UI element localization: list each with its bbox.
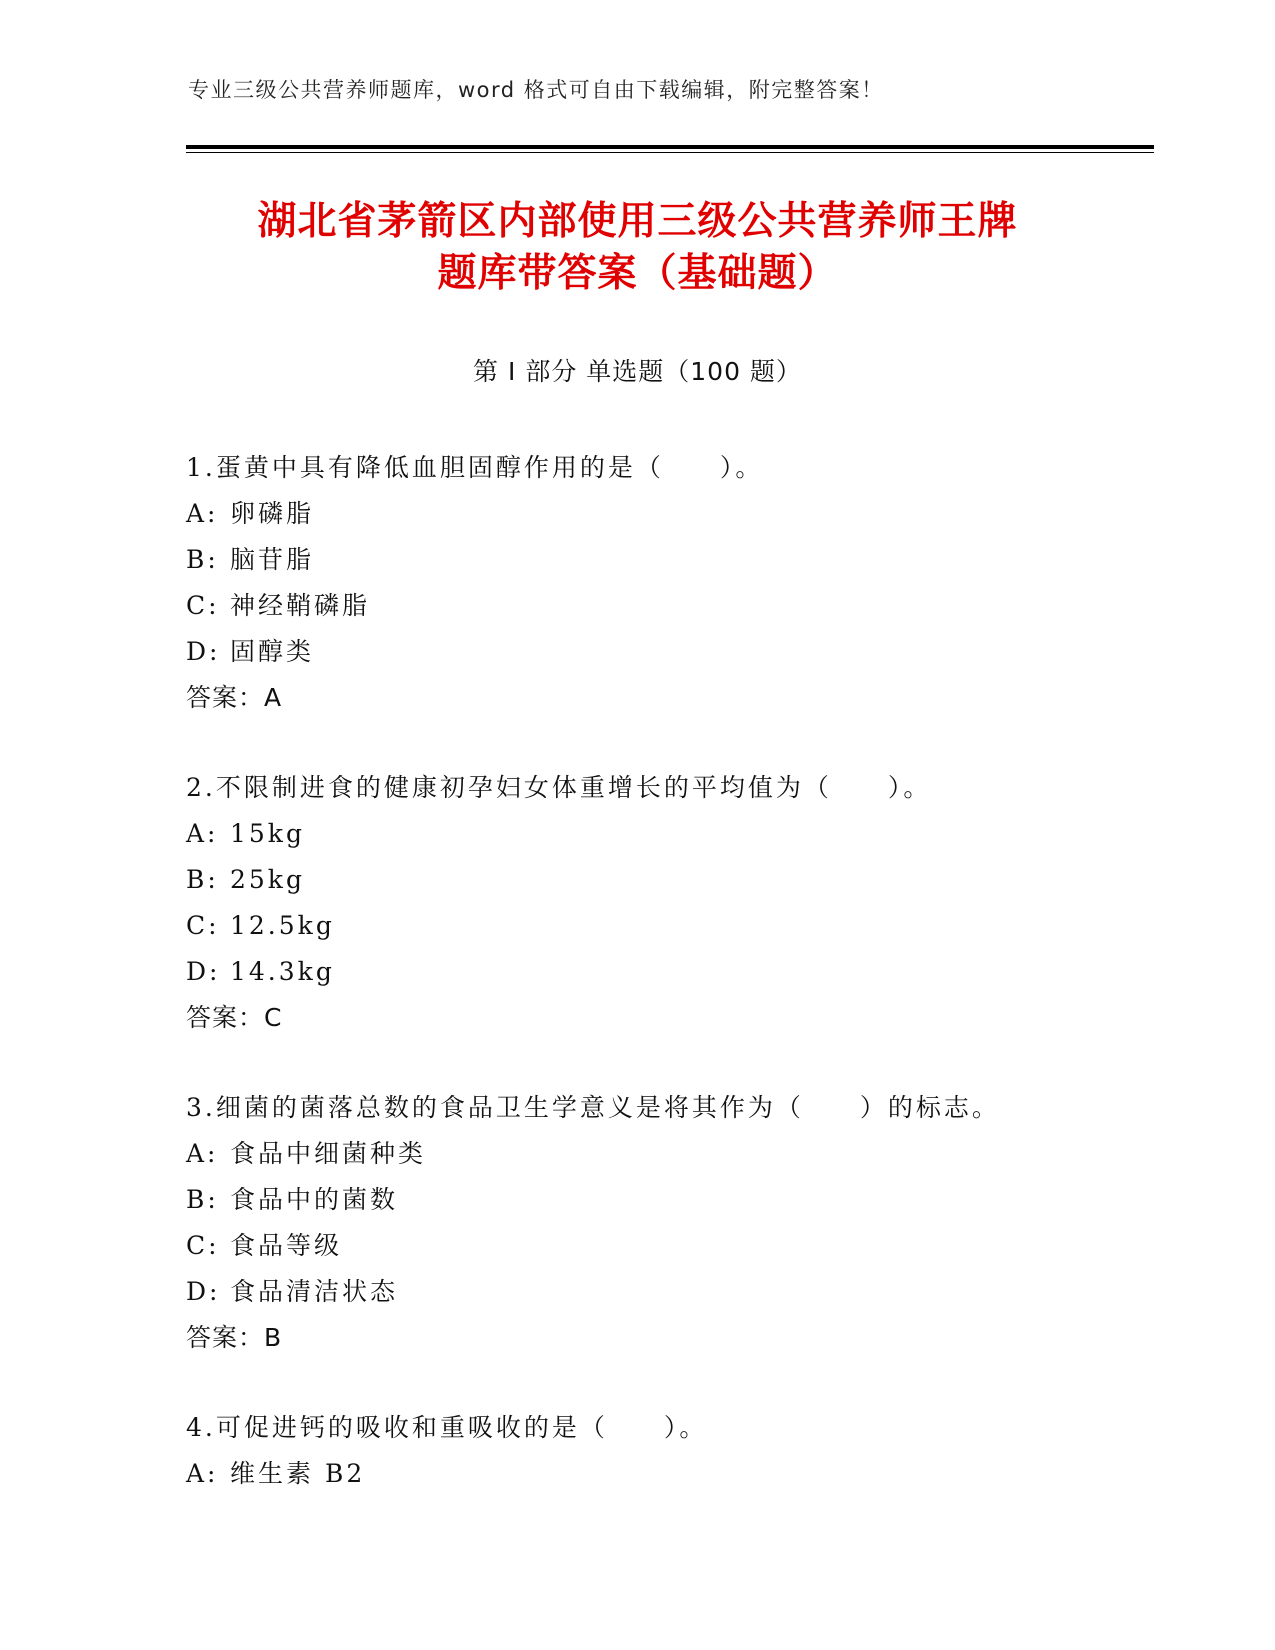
option-key: C: xyxy=(186,591,220,620)
option-text: 食品中的菌数 xyxy=(230,1185,399,1214)
option-text: 固醇类 xyxy=(230,637,315,666)
option-text: 维生素 B2 xyxy=(230,1459,366,1488)
question-text: 2.不限制进食的健康初孕妇女体重增长的平均值为（ ）。 xyxy=(186,773,932,802)
option-text: 脑苷脂 xyxy=(230,545,315,574)
option-text: 卵磷脂 xyxy=(230,499,315,528)
question-2 xyxy=(186,765,1146,1041)
question-1 xyxy=(186,445,1146,721)
header-rule-thick xyxy=(186,145,1154,149)
option-text: 神经鞘磷脂 xyxy=(230,591,371,620)
question-text: 1.蛋黄中具有降低血胆固醇作用的是（ ）。 xyxy=(186,453,764,482)
option-a xyxy=(186,491,1146,537)
option-key: C: xyxy=(186,911,220,940)
option-d xyxy=(186,629,1146,675)
answer: 答案：B xyxy=(186,1323,283,1352)
option-c xyxy=(186,1223,1146,1269)
option-a xyxy=(186,811,1146,857)
option-c xyxy=(186,903,1146,949)
option-key: C: xyxy=(186,1231,220,1260)
question-4 xyxy=(186,1405,1146,1497)
option-key: B: xyxy=(186,865,219,894)
option-d xyxy=(186,949,1146,995)
option-key: A: xyxy=(186,499,219,528)
option-key: D: xyxy=(186,957,221,986)
question-text: 4.可促进钙的吸收和重吸收的是（ ）。 xyxy=(186,1413,708,1442)
option-b xyxy=(186,537,1146,583)
option-key: D: xyxy=(186,637,221,666)
option-key: D: xyxy=(186,1277,221,1306)
document-title xyxy=(150,196,1125,300)
option-text: 食品等级 xyxy=(230,1231,343,1260)
document-title-line-1: 湖北省茅箭区内部使用三级公共营养师王牌 xyxy=(257,199,1018,244)
question-list xyxy=(186,445,1146,1541)
section-title: 第 I 部分 单选题（100 题） xyxy=(473,357,802,386)
option-a xyxy=(186,1131,1146,1177)
option-text: 14.3kg xyxy=(230,957,335,986)
answer: 答案：C xyxy=(186,1003,283,1032)
option-key: B: xyxy=(186,1185,219,1214)
answer: 答案：A xyxy=(186,683,283,712)
option-d xyxy=(186,1269,1146,1315)
option-text: 食品清洁状态 xyxy=(230,1277,399,1306)
document-title-line-2: 题库带答案（基础题） xyxy=(437,251,838,296)
option-text: 12.5kg xyxy=(230,911,335,940)
question-text: 3.细菌的菌落总数的食品卫生学意义是将其作为（ ）的标志。 xyxy=(186,1093,1000,1122)
question-3 xyxy=(186,1085,1146,1361)
header-note: 专业三级公共营养师题库，word 格式可自由下载编辑，附完整答案！ xyxy=(188,78,884,102)
option-a xyxy=(186,1451,1146,1497)
option-key: A: xyxy=(186,1139,219,1168)
option-key: A: xyxy=(186,819,219,848)
option-key: A: xyxy=(186,1459,219,1488)
option-c xyxy=(186,583,1146,629)
option-text: 25kg xyxy=(230,865,305,894)
option-text: 15kg xyxy=(230,819,305,848)
option-b xyxy=(186,1177,1146,1223)
option-b xyxy=(186,857,1146,903)
header-rule-thin xyxy=(186,152,1154,153)
option-text: 食品中细菌种类 xyxy=(230,1139,427,1168)
option-key: B: xyxy=(186,545,219,574)
